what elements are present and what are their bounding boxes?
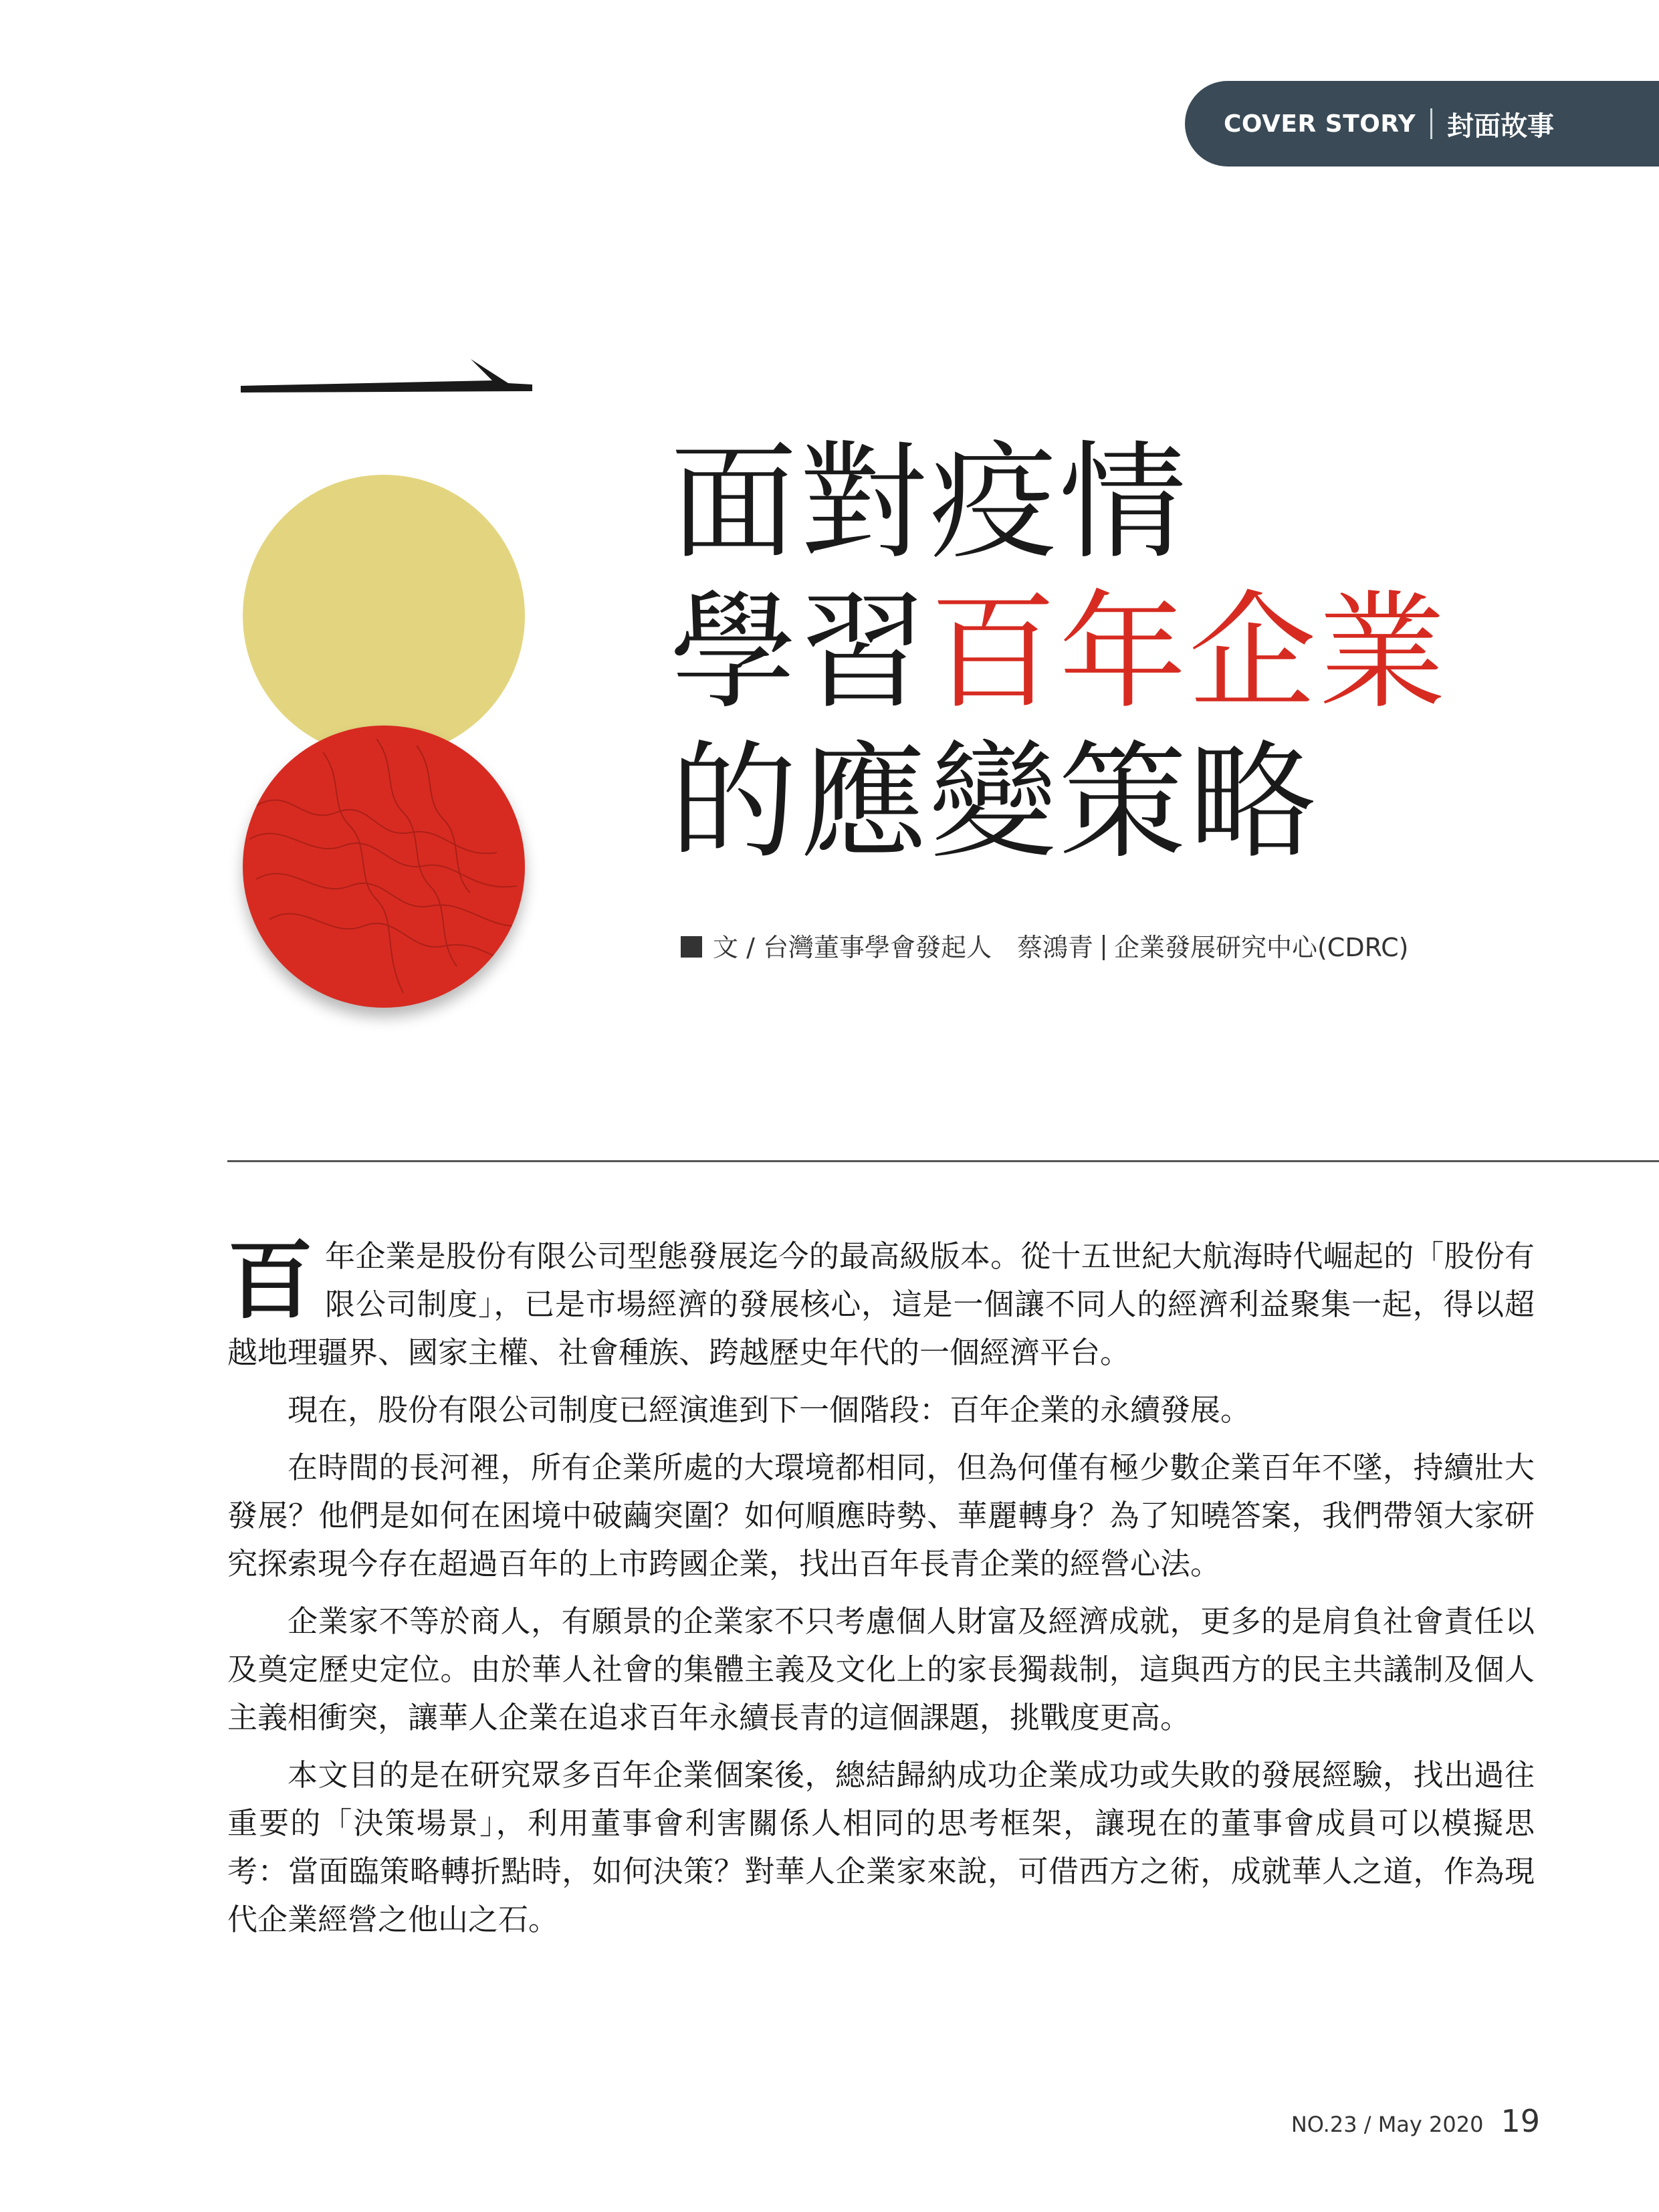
drop-cap: 百 [227,1230,314,1331]
title-line-2 [670,578,1448,728]
paragraph-5: 本文目的是在研究眾多百年企業個案後，總結歸納成功企業成功或失敗的發展經驗，找出過往重要的「決策場景」，利用董事會利害關係人相同的思考框架，讓現在的董事會成員可以模擬思考：當面臨策略轉折點時，如何決策？對華人企業家來說，可借西方之術，成就華人之道，作為現代企業經營之他山之石。 [227,1757,1535,1937]
issue-label: NO.23 / May 2020 [1291,2112,1484,2137]
title-line-1: 面對疫情 [670,429,1190,576]
section-rule [227,1160,1659,1162]
article-title [670,428,1448,877]
title-line-2-black: 學習 [670,578,930,726]
section-divider [1430,108,1432,139]
square-bullet-icon [681,936,702,958]
section-label-zh: 封面故事 [1447,110,1555,142]
chapter-numeral-glyph [239,354,534,394]
byline-affiliation: 企業發展研究中心(CDRC) [1113,933,1409,962]
title-line-2-red: 百年企業 [929,578,1449,726]
contour-lines-pattern [243,726,525,1008]
paragraph-3: 在時間的長河裡，所有企業所處的大環境都相同，但為何僅有極少數企業百年不墜，持續壯大發展？他們是如何在困境中破繭突圍？如何順應時勢、華麗轉身？為了知曉答案，我們帶領大家研究探索現今存在超過百年的上市跨國企業，找出百年長青企業的經營心法。 [227,1450,1535,1581]
chapter-numeral [239,354,534,397]
page-number: 19 [1501,2103,1540,2139]
paragraph-4: 企業家不等於商人，有願景的企業家不只考慮個人財富及經濟成就，更多的是肩負社會責任以及奠定歷史定位。由於華人社會的集體主義及文化上的家長獨裁制，這與西方的民主共議制及個人主義相衝突，讓華人企業在追求百年永續長青的這個課題，挑戰度更高。 [227,1603,1535,1735]
yellow-circle-graphic [243,475,525,757]
section-label-en: COVER STORY [1224,110,1416,138]
page-footer [1291,2103,1540,2139]
byline-divider [1103,935,1105,960]
section-tab [1185,81,1659,167]
paragraph-2: 現在，股份有限公司制度已經演進到下一個階段：百年企業的永續發展。 [288,1392,1251,1428]
red-circle-graphic [243,726,525,1008]
byline-author: 文 / 台灣董事學會發起人 蔡鴻青 [713,933,1093,962]
byline [681,927,1408,964]
title-line-3: 的應變策略 [670,728,1319,876]
paragraph-1 [227,1232,1535,1377]
paragraph-1-text: 年企業是股份有限公司型態發展迄今的最高級版本。從十五世紀大航海時代崛起的「股份有限公司制度」，已是市場經濟的發展核心，這是一個讓不同人的經濟利益聚集一起，得以超越地理疆界、國家主權、社會種族、跨越歷史年代的一個經濟平台。 [227,1238,1535,1370]
article-body [227,1232,1535,1953]
